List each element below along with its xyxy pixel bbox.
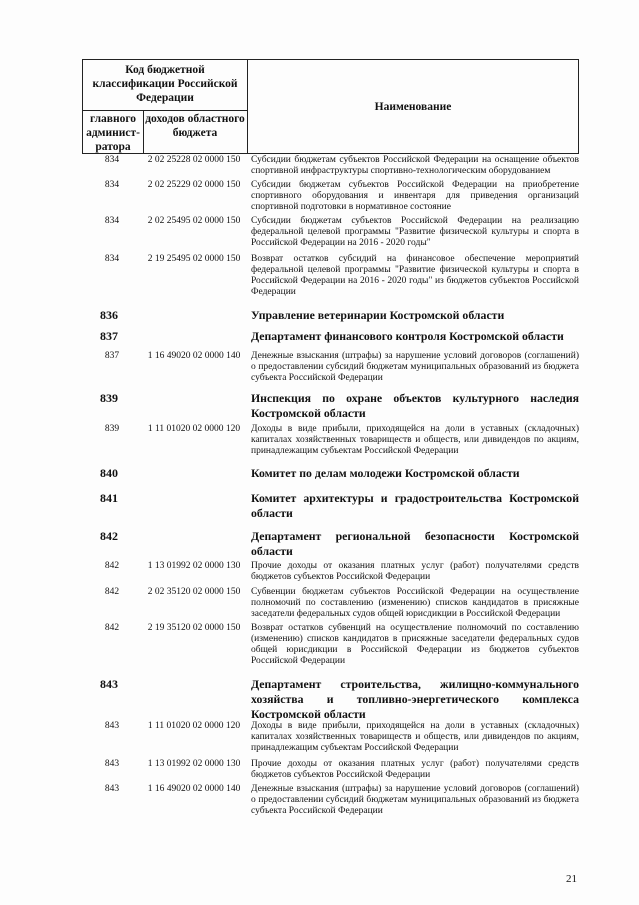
admin-code: 836 bbox=[100, 308, 118, 322]
admin-code: 841 bbox=[100, 491, 118, 505]
admin-code: 837 bbox=[100, 329, 118, 343]
header-divider bbox=[83, 110, 247, 111]
row-name: Субвенции бюджетам субъектов Российской Федерации на осуществление полномочий по составлению (изменению) списков кандидатов в присяжные заседатели федеральных судов общей юрисдикции в Российской Федерации bbox=[251, 587, 579, 620]
section-heading: Департамент строительства, жилищно-коммунального хозяйства и топливно-энергетического комплекса Костромской области bbox=[251, 677, 579, 721]
row-name: Доходы в виде прибыли, приходящейся на доли в уставных (складочных) капиталах хозяйственных товариществ и обществ, или дивидендов по акциям, принадлежащим субъектам Российской Федерации bbox=[251, 721, 579, 754]
code-group-header: Код бюджетной классификации Российской Федерации bbox=[92, 64, 238, 104]
name-column-header: Наименование bbox=[374, 101, 452, 113]
table-header bbox=[82, 59, 579, 154]
income-code: 2 02 25229 02 0000 150 bbox=[147, 180, 241, 190]
income-column-header: доходов областного бюджета bbox=[145, 113, 245, 139]
row-name: Денежные взыскания (штрафы) за нарушение условий договоров (соглашений) о предоставлении субсидий бюджетам муниципальных образований из бюджета субъекта Российской Федерации bbox=[251, 351, 579, 384]
income-code: 1 11 01020 02 0000 120 bbox=[147, 424, 241, 434]
admin-code: 843 bbox=[100, 677, 118, 691]
income-code: 1 16 49020 02 0000 140 bbox=[147, 784, 241, 794]
admin-code: 842 bbox=[104, 623, 120, 633]
income-code: 2 02 25228 02 0000 150 bbox=[147, 155, 241, 165]
row-name: Доходы в виде прибыли, приходящейся на доли в уставных (складочных) капиталах хозяйственных товариществ и обществ, или дивидендов по акциям, принадлежащим субъектам Российской Федерации bbox=[251, 424, 579, 457]
admin-code: 837 bbox=[104, 351, 120, 361]
admin-code: 843 bbox=[104, 721, 120, 731]
section-heading: Комитет по делам молодежи Костромской области bbox=[251, 466, 520, 480]
row-name: Субсидии бюджетам субъектов Российской Федерации на оснащение объектов спортивной инфраструктуры спортивно-технологическим оборудованием bbox=[251, 155, 579, 177]
page-number: 21 bbox=[566, 873, 577, 885]
income-code: 1 13 01992 02 0000 130 bbox=[147, 561, 241, 571]
row-name: Субсидии бюджетам субъектов Российской Федерации на приобретение спортивного оборудования и инвентаря для приведения организаций спортивной подготовки в нормативное состояние bbox=[251, 180, 579, 213]
row-name: Прочие доходы от оказания платных услуг (работ) получателями средств бюджетов субъектов Российской Федерации bbox=[251, 759, 579, 781]
row-name: Денежные взыскания (штрафы) за нарушение условий договоров (соглашений) о предоставлении субсидий бюджетам муниципальных образований из бюджета субъекта Российской Федерации bbox=[251, 784, 579, 817]
income-code: 2 19 25495 02 0000 150 bbox=[147, 254, 241, 264]
income-code: 1 11 01020 02 0000 120 bbox=[147, 721, 241, 731]
income-code: 1 13 01992 02 0000 130 bbox=[147, 759, 241, 769]
admin-code: 842 bbox=[104, 587, 120, 597]
admin-code: 842 bbox=[104, 561, 120, 571]
row-name: Возврат остатков субсидий на финансовое обеспечение мероприятий федеральной целевой программы "Развитие физической культуры и спорта в Российской Федерации на 2016 - 2020 годы" из бюджетов субъектов Российской Федерации bbox=[251, 254, 579, 298]
row-name: Возврат остатков субвенций на осуществление полномочий по составлению (изменению) списков кандидатов в присяжные заседатели федеральных судов общей юрисдикции в Российской Федерации из бюджетов субъектов Российской Федерации bbox=[251, 623, 579, 667]
admin-code: 840 bbox=[100, 466, 118, 480]
admin-code: 834 bbox=[104, 254, 120, 264]
row-name: Прочие доходы от оказания платных услуг (работ) получателями средств бюджетов субъектов Российской Федерации bbox=[251, 561, 579, 583]
section-heading: Инспекция по охране объектов культурного наследия Костромской области bbox=[251, 391, 579, 420]
admin-code: 842 bbox=[100, 529, 118, 543]
admin-column-header: главного админист-ратора bbox=[86, 113, 140, 153]
section-heading: Комитет архитектуры и градостроительства Костромской области bbox=[251, 491, 579, 520]
admin-code: 839 bbox=[100, 391, 118, 405]
row-name: Субсидии бюджетам субъектов Российской Федерации на реализацию федеральной целевой программы "Развитие физической культуры и спорта в Российской Федерации на 2016 - 2020 годы" bbox=[251, 216, 579, 249]
admin-code: 839 bbox=[104, 424, 120, 434]
income-code: 2 02 35120 02 0000 150 bbox=[147, 587, 241, 597]
income-code: 1 16 49020 02 0000 140 bbox=[147, 351, 241, 361]
section-heading: Департамент региональной безопасности Костромской области bbox=[251, 529, 579, 558]
income-code: 2 02 25495 02 0000 150 bbox=[147, 216, 241, 226]
admin-code: 843 bbox=[104, 759, 120, 769]
section-heading: Департамент финансового контроля Костромской области bbox=[251, 329, 564, 343]
admin-code: 834 bbox=[104, 180, 120, 190]
section-heading: Управление ветеринарии Костромской области bbox=[251, 308, 505, 322]
admin-code: 834 bbox=[104, 216, 120, 226]
income-code: 2 19 35120 02 0000 150 bbox=[147, 623, 241, 633]
admin-code: 843 bbox=[104, 784, 120, 794]
admin-code: 834 bbox=[104, 155, 120, 165]
